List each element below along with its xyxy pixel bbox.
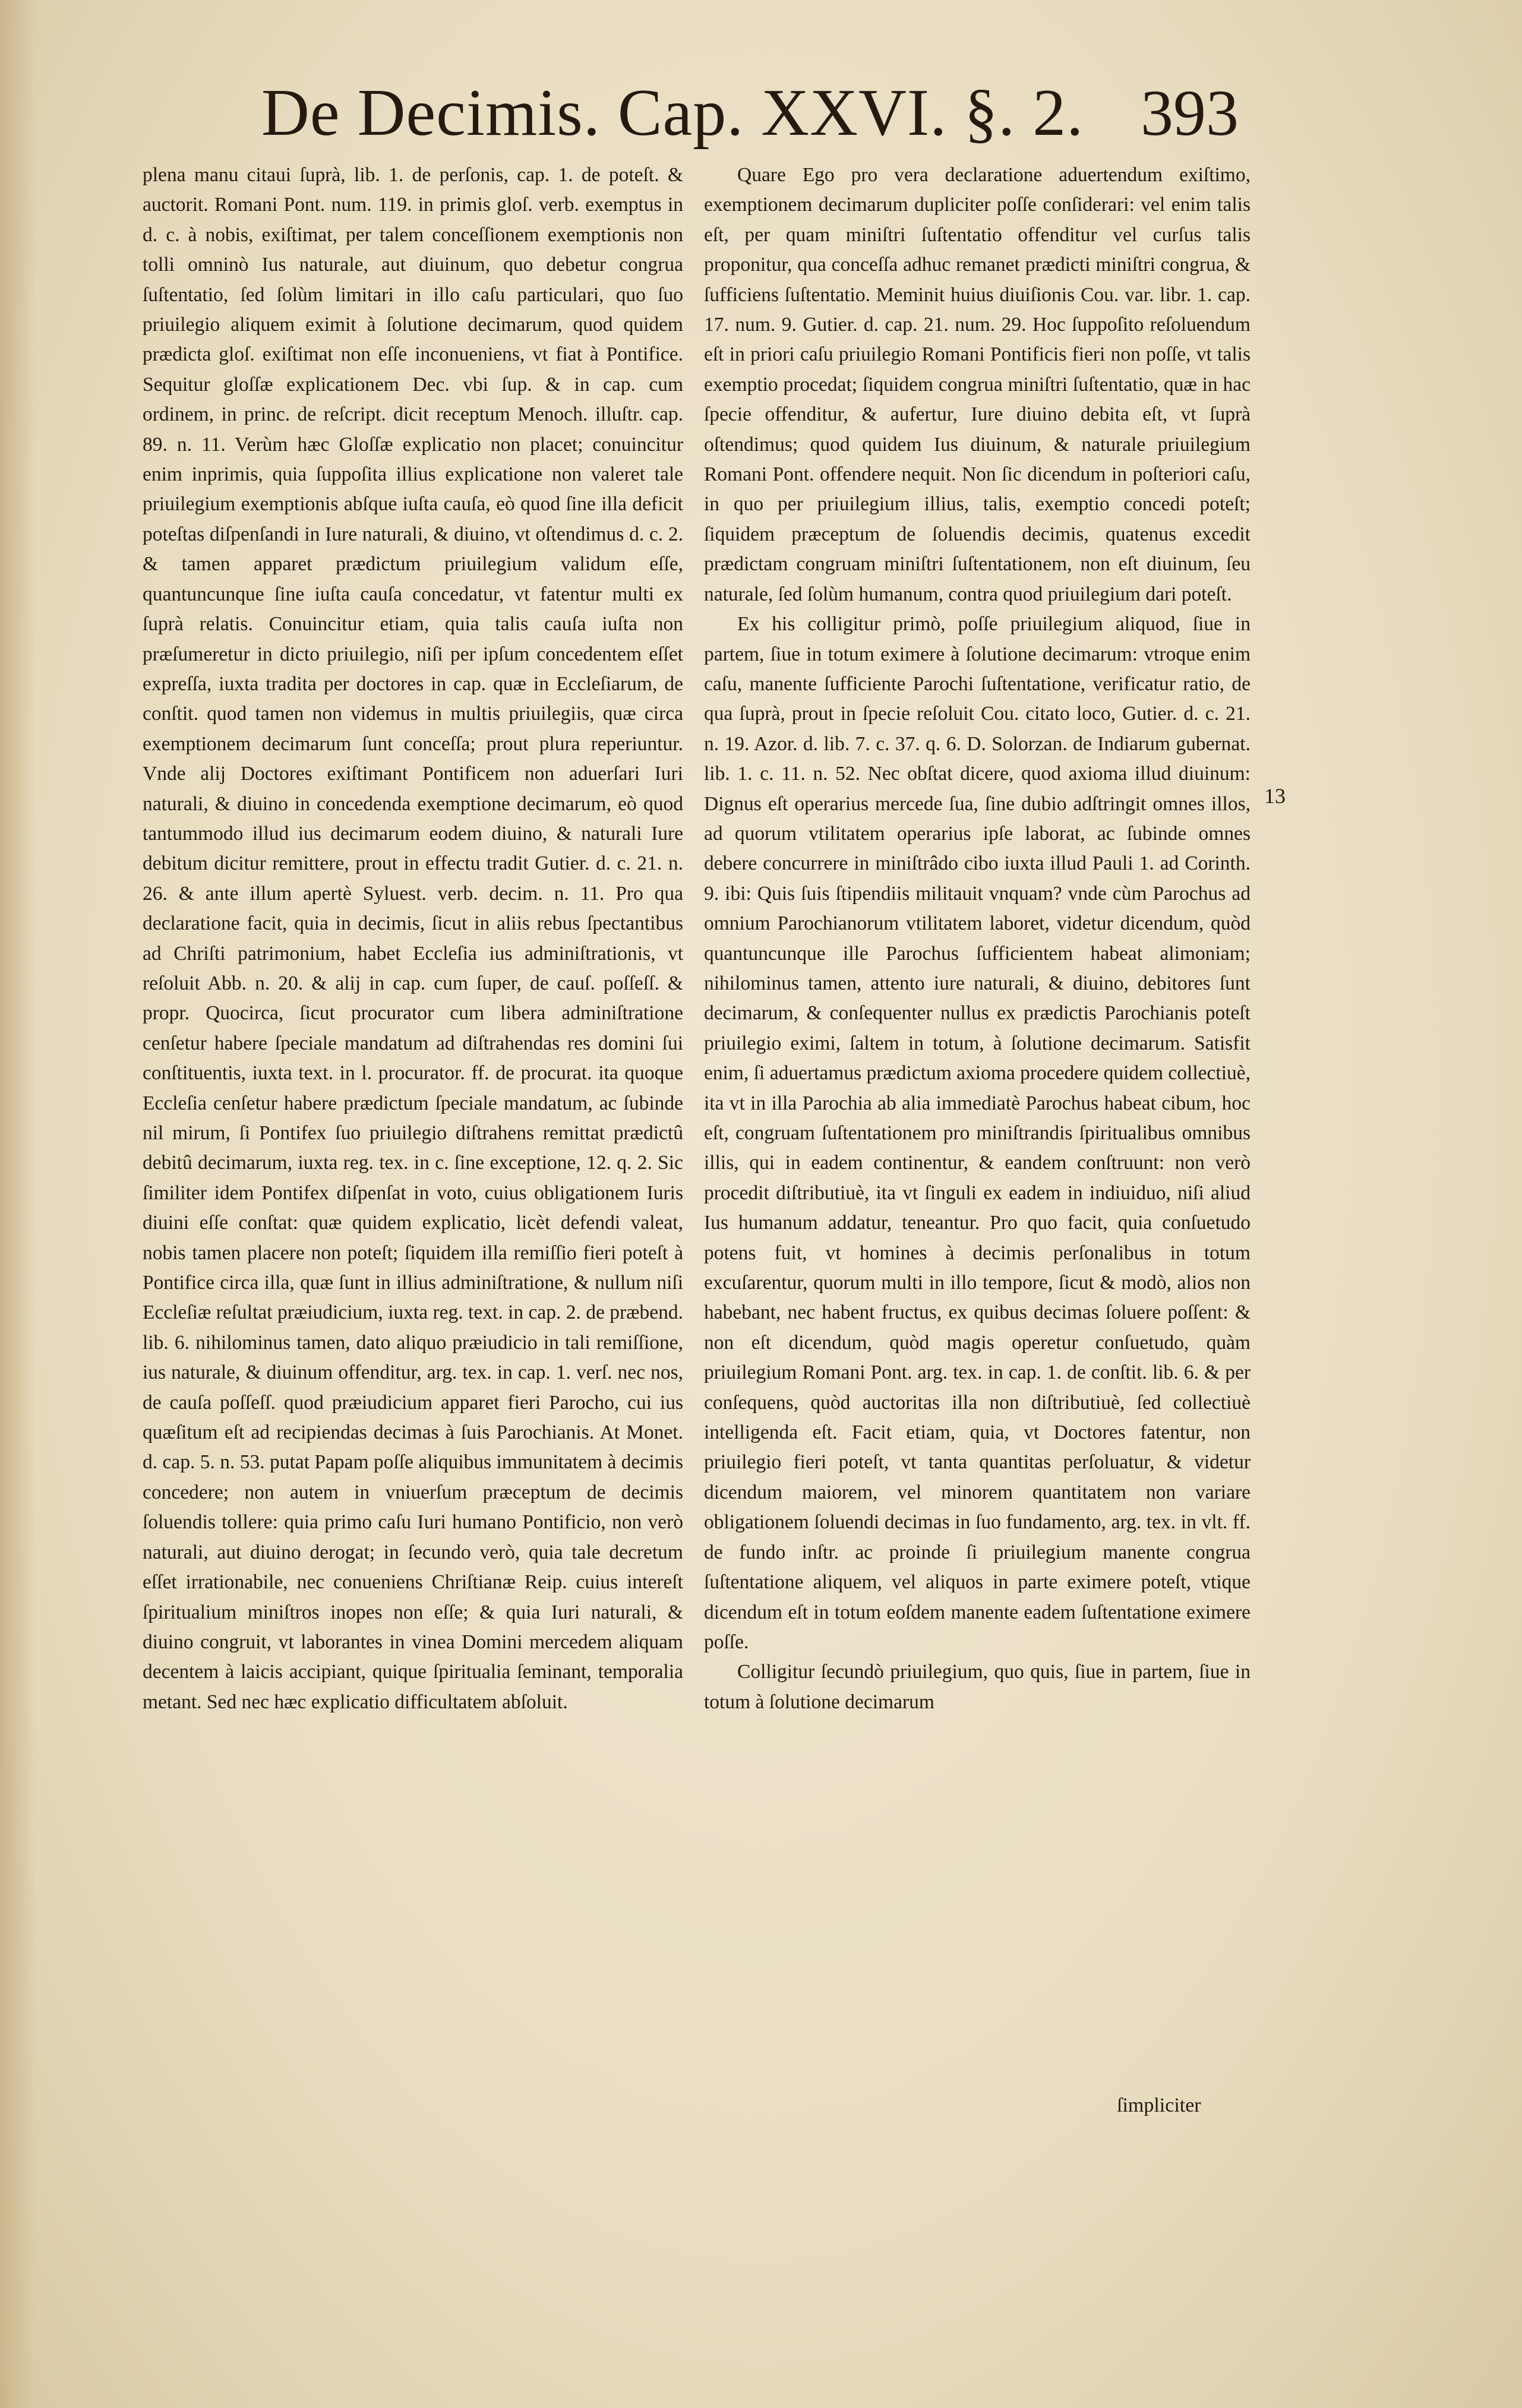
page-number: 393 — [1141, 77, 1239, 149]
right-paragraph-3: Colligitur ſecundò priuilegium, quo quis, ſiue in partem, ſiue in totum à ſolutione decimarum — [704, 1661, 1251, 1713]
right-paragraph-2: Ex his colligitur primò, poſſe priuilegium aliquod, ſiue in partem, ſiue in totum eximere à ſolutione decimarum: vtroque enim caſu, manente ſufficiente Parochi ſuſtentatione, verificatur ratio, de qua ſuprà, prout in ſpecie reſoluit Cou. citato loco, Gutier. d. c. 21. n. 19. Azor. d. lib. 7. c. 37. q. 6. D. Solorzan. de Indiarum gubernat. lib. 1. c. 11. n. 52. Nec obſtat dicere, quod axioma illud diuinum: Dignus eſt operarius mercede ſua, ſine dubio adſtringit omnes illos, ad quorum vtilitatem operarius ipſe laborat, ac ſubinde omnes debere concurrere in miniſtrâdo cibo iuxta illud Pauli 1. ad Corinth. 9. ibi: Quis ſuis ſtipendiis militauit vnquam? vnde cùm Parochus ad omnium Parochianorum vtilitatem laboret, videtur dicendum, quòd quantuncunque ille Parochus ſufficientem habeat alimoniam; nihilominus tamen, attento iure naturali, & diuino, debitores ſunt decimarum, & conſequenter nullus ex prædictis Parochianis poteſt priuilegio eximi, ſaltem in totum, à ſolutione decimarum. Satisfit enim, ſi aduertamus prædictum axioma procedere quidem collectiuè, ita vt in illa Parochia ab alia immediatè Parochus habeat cibum, hoc eſt, congruam ſuſtentationem pro miniſtrandis ſpiritualibus omnibus illis, qui in eadem continentur, & eandem conſtruunt: non verò procedit diſtributiuè, ita vt ſinguli ex eadem in indiuiduo, niſi aliud Ius humanum addatur, teneantur. Pro quo facit, quia conſuetudo potens fuit, vt homines à decimis perſonalibus in totum excuſarentur, quorum multi in illo tempore, ſicut & modò, alios non habebant, nec habent fructus, ex quibus decimas ſoluere poſſent: & non eſt dicendum, quòd magis operetur conſuetudo, quàm priuilegium Romani Pont. arg. tex. in cap. 1. de conſtit. lib. 6. & per conſequens, quòd auctoritas illa non diſtributiuè, ſed collectiuè intelligenda eſt. Facit etiam, quia, vt Doctores fatentur, non priuilegio fieri poteſt, vt tanta quantitas perſoluatur, & videtur dicendum maiorem, vel minorem quantitatem non variare obligationem ſoluendi decimas in ſuo fundamento, arg. tex. in vlt. ff. de fundo inſtr. ac proinde ſi priuilegium manente congrua ſuſtentatione aliquem, vel aliquos in parte eximere poteſt, vtique dicendum eſt in totum eoſdem manente eadem ſuſtentatione eximere poſſe. — [704, 613, 1251, 1653]
left-paragraph-1: plena manu citaui ſuprà, lib. 1. de perſonis, cap. 1. de poteſt. & auctorit. Romani Pont. num. 119. in primis gloſ. verb. exemptus in d. c. à nobis, exiſtimat, per talem conceſſionem exemptionis non tolli omninò Ius naturale, aut diuinum, quo debetur congrua ſuſtentatio, ſed ſolùm limitari in illo caſu particulari, quo ſuo priuilegio aliquem eximit à ſolutione decimarum, quod quidem prædicta gloſ. exiſtimat non eſſe inconueniens, vt fiat à Pontifice. Sequitur gloſſæ explicationem Dec. vbi ſup. & in cap. cum ordinem, in princ. de reſcript. dicit receptum Menoch. illuſtr. cap. 89. n. 11. Verùm hæc Gloſſæ explicatio non placet; conuincitur enim inprimis, quia ſuppoſita illius explicatione non valeret tale priuilegium exemptionis abſque iuſta cauſa, eò quod ſine illa deficit poteſtas diſpenſandi in Iure naturali, & diuino, vt oſtendimus d. c. 2. & tamen apparet prædictum priuilegium validum eſſe, quantuncunque ſine iuſta cauſa concedatur, vt fatentur multi ex ſuprà relatis. Conuincitur etiam, quia talis cauſa iuſta non præſumeretur in dicto priuilegio, niſi per ipſum concedentem eſſet expreſſa, iuxta tradita per doctores in cap. quæ in Eccleſiarum, de conſtit. quod tamen non videmus in multis priuilegiis, quæ circa exemptionem decimarum ſunt conceſſa; prout plura reperiuntur. Vnde alij Doctores exiſtimant Pontificem non aduerſari Iuri naturali, & diuino in concedenda exemptione decimarum, eò quod tantummodo illud ius decimarum eodem diuino, & naturali Iure debitum dicitur remittere, prout in effectu tradit Gutier. d. c. 21. n. 26. & ante illum apertè Syluest. verb. decim. n. 11. Pro qua declaratione facit, quia in decimis, ſicut in aliis rebus ſpectantibus ad Chriſti patrimonium, habet Eccleſia ius adminiſtrationis, vt reſoluit Abb. n. 20. & alij in cap. cum ſuper, de cauſ. poſſeſſ. & propr. Quocirca, ſicut procurator cum libera adminiſtratione cenſetur habere ſpeciale mandatum ad diſtrahendas res domini ſui conſtituentis, iuxta text. in l. procurator. ff. de procurat. ita quoque Eccleſia cenſetur habere prædictum ſpeciale mandatum, ac ſubinde nil mirum, ſi Pontifex ſuo priuilegio diſtrahens remittat prædictû debitû decimarum, iuxta reg. tex. in c. ſine exceptione, 12. q. 2. Sic ſimiliter idem Pontifex diſpenſat in voto, cuius obligationem Iuris diuini eſſe conſtat: quæ quidem explicatio, licèt defendi valeat, nobis tamen placere non poteſt; ſiquidem illa remiſſio fieri poteſt à Pontifice circa illa, quæ ſunt in illius adminiſtratione, & nullum niſi Eccleſiæ reſultat præiudicium, iuxta reg. text. in cap. 2. de præbend. lib. 6. nihilominus tamen, dato aliquo præiudicio in tali remiſſione, ius naturale, & diuinum offenditur, arg. tex. in cap. 1. verſ. nec nos, de cauſa poſſeſſ. quod præiudicium apparet fieri Parocho, cui ius quæſitum eſt ad recipiendas decimas à ſuis Parochianis. At Monet. d. cap. 5. n. 53. putat Papam poſſe aliquibus immunitatem à decimis concedere; non autem in vniuerſum præceptum de decimis ſoluendis tollere: quia primo caſu Iuri humano Pontificio, non verò naturali, aut diuino derogat; in ſecundo verò, quia tale decretum eſſet irrationabile, nec conueniens Chriſtianæ Reip. cuius intereſt ſpiritualium miniſtros inopes non eſſe; & quia Iuri naturali, & diuino congruit, vt laborantes in vinea Domini mercedem aliquam decentem à laicis accipiant, quique ſpiritualia ſeminant, temporalia metant. Sed nec hæc explicatio difficultatem abſoluit. — [143, 164, 683, 1713]
right-paragraph-1: Quare Ego pro vera declaratione aduertendum exiſtimo, exemptionem decimarum dupliciter poſſe conſiderari: vel enim talis eſt, per quam miniſtri ſuſtentatio offenditur vel curſus talis proponitur, qua conceſſa adhuc remanet prædicti miniſtri congrua, & ſufficiens ſuſtentatio. Meminit huius diuiſionis Cou. var. libr. 1. cap. 17. num. 9. Gutier. d. cap. 21. num. 29. Hoc ſuppoſito reſoluendum eſt in priori caſu priuilegio Romani Pontificis fieri non poſſe, vt talis exemptio procedat; ſiquidem congrua miniſtri ſuſtentatio, quæ in hac ſpecie offenditur, & aufertur, Iure diuino debita eſt, vt ſuprà oſtendimus; quod quidem Ius diuinum, & naturale priuilegium Romani Pont. offendere nequit. Non ſic dicendum in poſteriori caſu, in quo per priuilegium illius, talis, exemptio concedi poteſt; ſiquidem præceptum de ſoluendis decimis, quatenus excedit prædictam congruam miniſtri ſuſtentationem, non eſt diuinum, ſeu naturale, ſed ſolùm humanum, contra quod priuilegium dari poteſt. — [704, 164, 1251, 605]
running-title: De Decimis. Cap. XXVI. §. 2. — [261, 76, 1084, 150]
catchword: ſimpliciter — [1117, 2094, 1201, 2116]
left-text-column — [143, 160, 683, 2322]
page-gutter-shadow — [0, 0, 36, 2408]
margin-note-number: 13 — [1264, 784, 1286, 808]
page-header — [226, 71, 1354, 154]
right-text-column — [704, 160, 1251, 2227]
